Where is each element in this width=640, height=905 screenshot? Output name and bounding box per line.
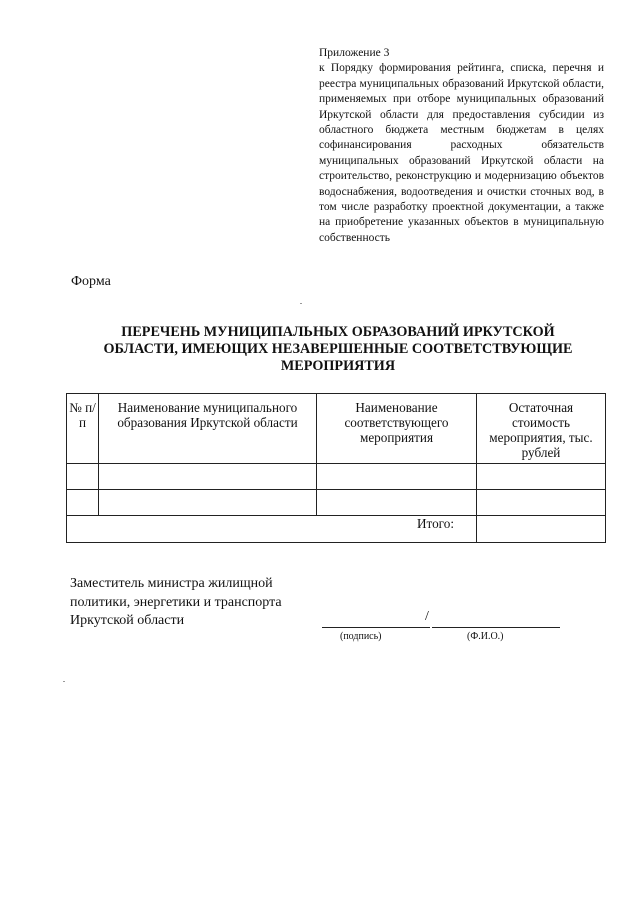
table-cell [317, 490, 477, 516]
table-total-row [67, 516, 606, 543]
signature-caption: (подпись) [340, 631, 382, 642]
scan-speck [300, 303, 302, 304]
header-number: № п/п [67, 394, 99, 464]
header-residual-cost: Остаточная стоимость мероприятия, тыс. рублей [477, 394, 606, 464]
form-label: Форма [71, 274, 111, 289]
table-cell [67, 490, 99, 516]
title-line-1: ПЕРЕЧЕНЬ МУНИЦИПАЛЬНЫХ ОБРАЗОВАНИЙ ИРКУТСКОЙ [121, 324, 555, 340]
document-title [60, 324, 616, 375]
table-cell [99, 464, 317, 490]
appendix-text: к Порядку формирования рейтинга, списка, перечня и реестра муниципальных образований Иркутской области, применяемых при отборе муниципальных образований Иркутской области для предоставления субсидии из областного бюджета местным бюджетам в целях софинансирования расходных обязательств муниципальных образований Иркутской области на строительство, реконструкцию и модернизацию объектов водоснабжения, водоотведения и очистки сточных вод, в том числе разработку проектной документации, а также на приобретение указанных объектов в муниципальную собственность [319, 62, 604, 244]
total-label: Итого: [67, 516, 477, 543]
table-header-row [67, 394, 606, 464]
signatory-block [70, 575, 282, 631]
table-row [67, 490, 606, 516]
municipalities-table [66, 393, 606, 543]
table-row [67, 464, 606, 490]
header-event: Наименование соответствующего мероприятия [317, 394, 477, 464]
appendix-block [319, 46, 604, 246]
signature-line [322, 627, 430, 628]
table-cell [67, 464, 99, 490]
table-cell [477, 490, 606, 516]
name-line [432, 627, 560, 628]
total-value [477, 516, 606, 543]
title-line-2: ОБЛАСТИ, ИМЕЮЩИХ НЕЗАВЕРШЕННЫЕ СООТВЕТСТВУЮЩИЕ [103, 341, 573, 357]
table-cell [99, 490, 317, 516]
name-caption: (Ф.И.О.) [467, 631, 504, 642]
title-line-3: МЕРОПРИЯТИЯ [280, 358, 396, 374]
scan-speck [63, 681, 65, 682]
signatory-line-2: политики, энергетики и транспорта [70, 594, 282, 610]
table-cell [477, 464, 606, 490]
table-cell [317, 464, 477, 490]
appendix-title: Приложение 3 [319, 47, 390, 59]
signature-separator: / [425, 609, 429, 624]
signatory-line-3: Иркутской области [70, 613, 185, 628]
header-municipality: Наименование муниципального образования Иркутской области [99, 394, 317, 464]
signatory-line-1: Заместитель министра жилищной [70, 576, 273, 591]
